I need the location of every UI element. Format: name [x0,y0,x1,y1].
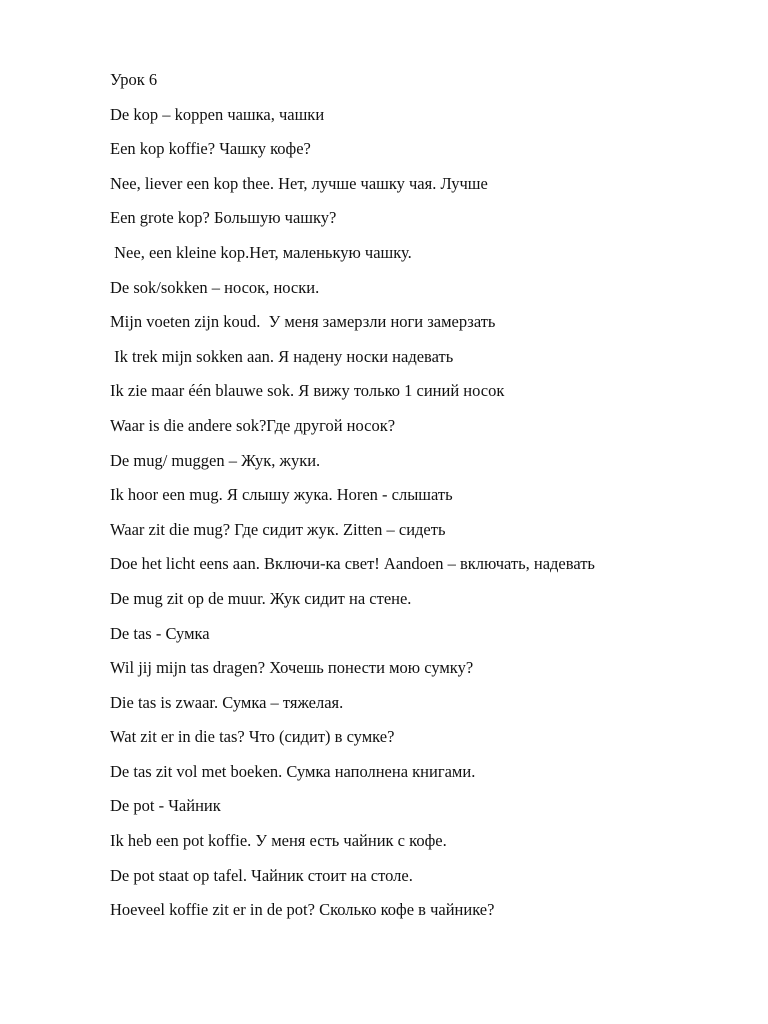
text-line: De sok/sokken – носок, носки. [110,277,320,297]
text-line: De mug/ muggen – Жук, жуки. [110,450,321,470]
text-line: Nee, een kleine kop.Нет, маленькую чашку. [110,242,412,262]
text-line: Ik hoor een mug. Я слышу жука. Horen - слышать [110,485,453,505]
text-line: Hoeveel koffie zit er in de pot? Сколько кофе в чайнике? [110,900,495,920]
text-line: De kop – koppen чашка, чашки [110,104,325,124]
text-line: Die tas is zwaar. Сумка – тяжелая. [110,692,344,712]
text-line: De pot staat op tafel. Чайник стоит на столе. [110,865,413,885]
text-line: Waar is die andere sok?Где другой носок? [110,415,396,435]
text-line: Mijn voeten zijn koud. У меня замерзли ноги замерзать [110,312,496,332]
text-line: Wil jij mijn tas dragen? Хочешь понести мою сумку? [110,658,474,678]
text-line: Nee, liever een kop thee. Нет, лучше чашку чая. Лучше [110,173,488,193]
lesson-title: Урок 6 [110,70,158,89]
text-line: Een kop koffie? Чашку кофе? [110,139,311,159]
text-line: Ik trek mijn sokken aan. Я надену носки надевать [110,346,454,366]
text-line: Ik heb een pot koffie. У меня есть чайник с кофе. [110,831,447,851]
document-body [110,70,750,935]
text-line: Een grote kop? Большую чашку? [110,208,337,228]
text-line: De tas zit vol met boeken. Сумка наполнена книгами. [110,761,476,781]
text-line: Wat zit er in die tas? Что (сидит) в сумке? [110,727,395,747]
text-line: De tas - Сумка [110,623,210,643]
text-line: De pot - Чайник [110,796,221,816]
text-line: Doe het licht eens aan. Включи-ка свет! Aandoen – включать, надевать [110,554,595,574]
text-line: De mug zit op de muur. Жук сидит на стене. [110,588,412,608]
text-line: Waar zit die mug? Где сидит жук. Zitten – сидеть [110,519,446,539]
text-line: Ik zie maar één blauwe sok. Я вижу только 1 синий носок [110,381,505,401]
